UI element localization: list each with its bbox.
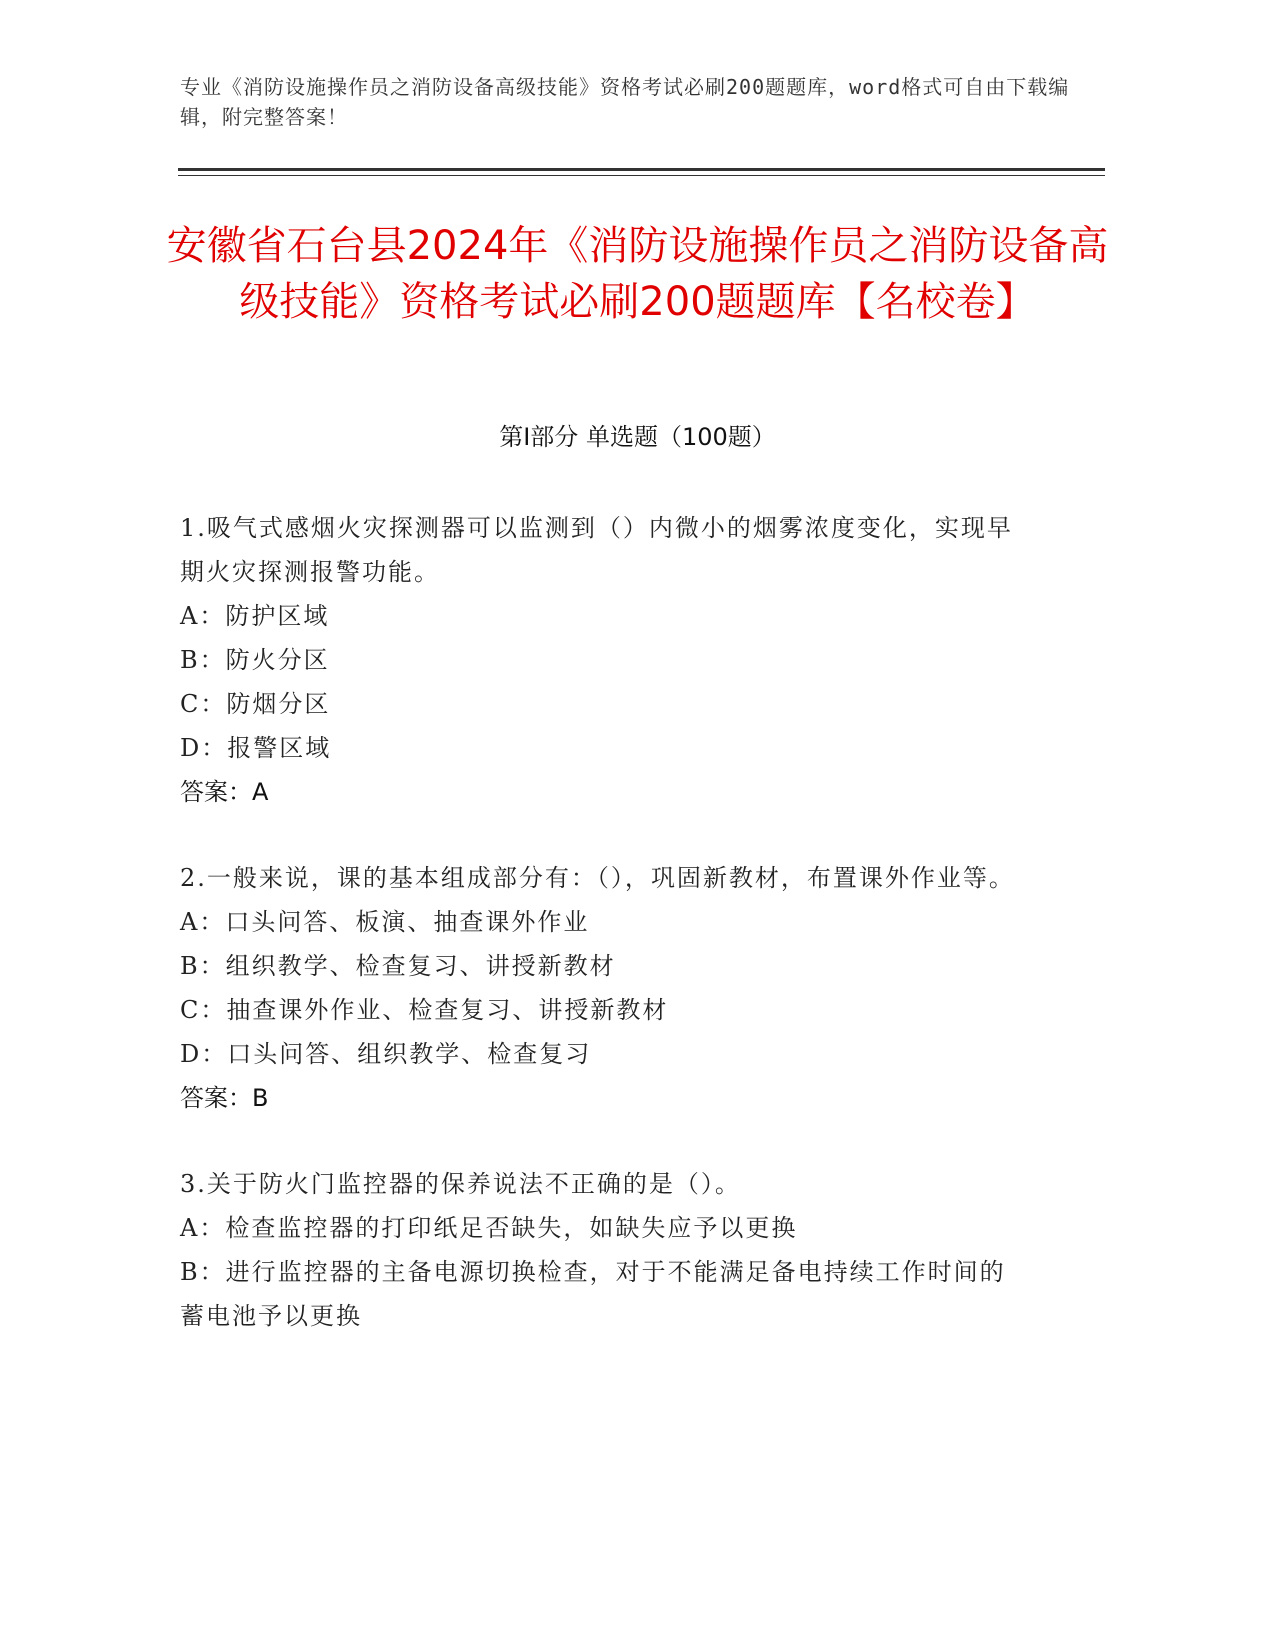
question-2 xyxy=(180,856,1030,1120)
answer-line: 答案：A xyxy=(180,778,269,806)
section-title: 第I部分 单选题（100题） xyxy=(499,423,776,451)
question-stem: 3.关于防火门监控器的保养说法不正确的是（）。 xyxy=(180,1170,741,1198)
header-note: 专业《消防设施操作员之消防设备高级技能》资格考试必刷200题题库，word格式可自由下载编辑，附完整答案！ xyxy=(180,75,1070,129)
question-3 xyxy=(180,1162,1030,1338)
option-a: A：防护区域 xyxy=(180,602,330,630)
question-1 xyxy=(180,506,1030,814)
option-a: A：口头问答、板演、抽查课外作业 xyxy=(180,908,590,936)
option-d: D：口头问答、组织教学、检查复习 xyxy=(180,1040,592,1068)
option-c: C：防烟分区 xyxy=(180,690,331,718)
option-b: B：进行监控器的主备电源切换检查，对于不能满足备电持续工作时间的蓄电池予以更换 xyxy=(180,1258,1006,1330)
option-b: B：防火分区 xyxy=(180,646,330,674)
question-list xyxy=(180,506,1030,1380)
option-b: B：组织教学、检查复习、讲授新教材 xyxy=(180,952,616,980)
option-a: A：检查监控器的打印纸足否缺失，如缺失应予以更换 xyxy=(180,1214,798,1242)
option-c: C：抽查课外作业、检查复习、讲授新教材 xyxy=(180,996,669,1024)
header-divider-thin xyxy=(178,175,1105,176)
option-d: D：报警区域 xyxy=(180,734,332,762)
document-title: 安徽省石台县2024年《消防设施操作员之消防设备高级技能》资格考试必刷200题题库【名校卷】 xyxy=(166,223,1109,325)
question-stem: 2.一般来说，课的基本组成部分有：（），巩固新教材，布置课外作业等。 xyxy=(180,864,1015,892)
answer-line: 答案：B xyxy=(180,1084,269,1112)
header-divider-thick xyxy=(178,168,1105,171)
question-stem: 1.吸气式感烟火灾探测器可以监测到（）内微小的烟雾浓度变化，实现早期火灾探测报警功能。 xyxy=(180,514,1013,586)
